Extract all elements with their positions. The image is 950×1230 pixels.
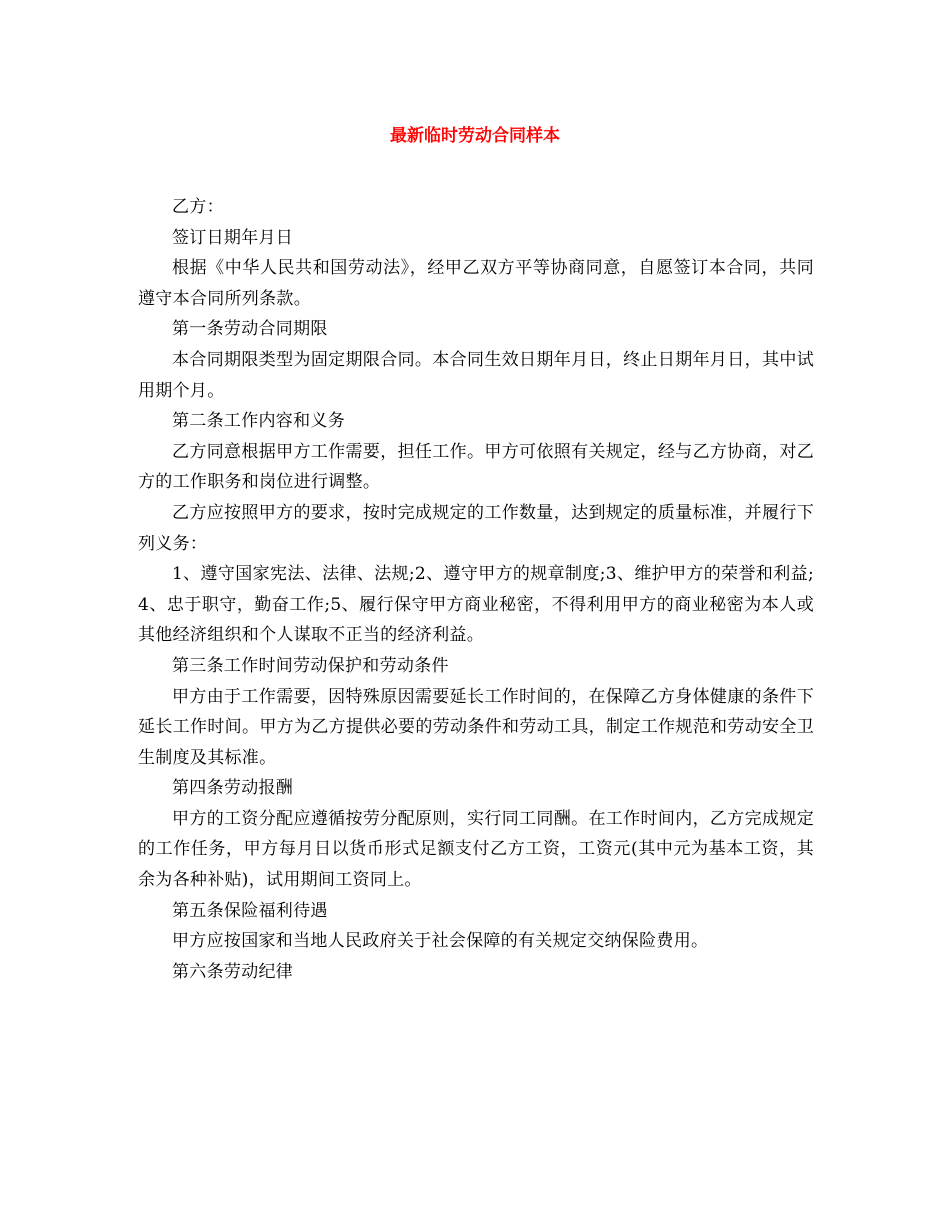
document-body: [138, 192, 814, 987]
party-b-line: 乙方：: [172, 197, 224, 217]
article-2-heading: 第二条工作内容和义务: [172, 411, 345, 432]
article-1-paragraph: 本合同期限类型为固定期限合同。本合同生效日期年月日，终止日期年月日，其中试用期个月。: [138, 349, 814, 401]
article-5-heading: 第五条保险福利待遇: [172, 900, 328, 921]
article-2-paragraph-1: 乙方同意根据甲方工作需要，担任工作。甲方可依照有关规定，经与乙方协商，对乙方的工作职务和岗位进行调整。: [138, 441, 814, 493]
preamble-paragraph: 根据《中华人民共和国劳动法》，经甲乙双方平等协商同意，自愿签订本合同，共同遵守本合同所列条款。: [138, 258, 814, 309]
article-5-paragraph: 甲方应按国家和当地人民政府关于社会保障的有关规定交纳保险费用。: [172, 931, 709, 952]
document-title: 最新临时劳动合同样本: [390, 126, 560, 146]
article-1-heading: 第一条劳动合同期限: [172, 319, 328, 340]
article-3-heading: 第三条工作时间劳动保护和劳动条件: [172, 655, 449, 676]
article-2-paragraph-2: 乙方应按照甲方的要求，按时完成规定的工作数量，达到规定的质量标准，并履行下列义务：: [138, 502, 814, 554]
article-6-heading: 第六条劳动纪律: [172, 961, 294, 982]
article-4-paragraph: 甲方的工资分配应遵循按劳分配原则，实行同工同酬。在工作时间内，乙方完成规定的工作任务，甲方每月日以货币形式足额支付乙方工资，工资元(其中元为基本工资，其余为各种补贴)，试用期间工资同上。: [138, 808, 814, 891]
article-3-paragraph: 甲方由于工作需要，因特殊原因需要延长工作时间的，在保障乙方身体健康的条件下延长工作时间。甲方为乙方提供必要的劳动条件和劳动工具，制定工作规范和劳动安全卫生制度及其标准。: [138, 686, 814, 768]
article-4-heading: 第四条劳动报酬: [172, 778, 294, 799]
signing-date-line: 签订日期年月日: [172, 227, 294, 248]
article-2-duties-list: 1、遵守国家宪法、法律、法规;2、遵守甲方的规章制度;3、维护甲方的荣誉和利益;4、忠于职守，勤奋工作;5、履行保守甲方商业秘密，不得利用甲方的商业秘密为本人或其他经济组织和个人谋取不正当的经济利益。: [138, 564, 814, 646]
